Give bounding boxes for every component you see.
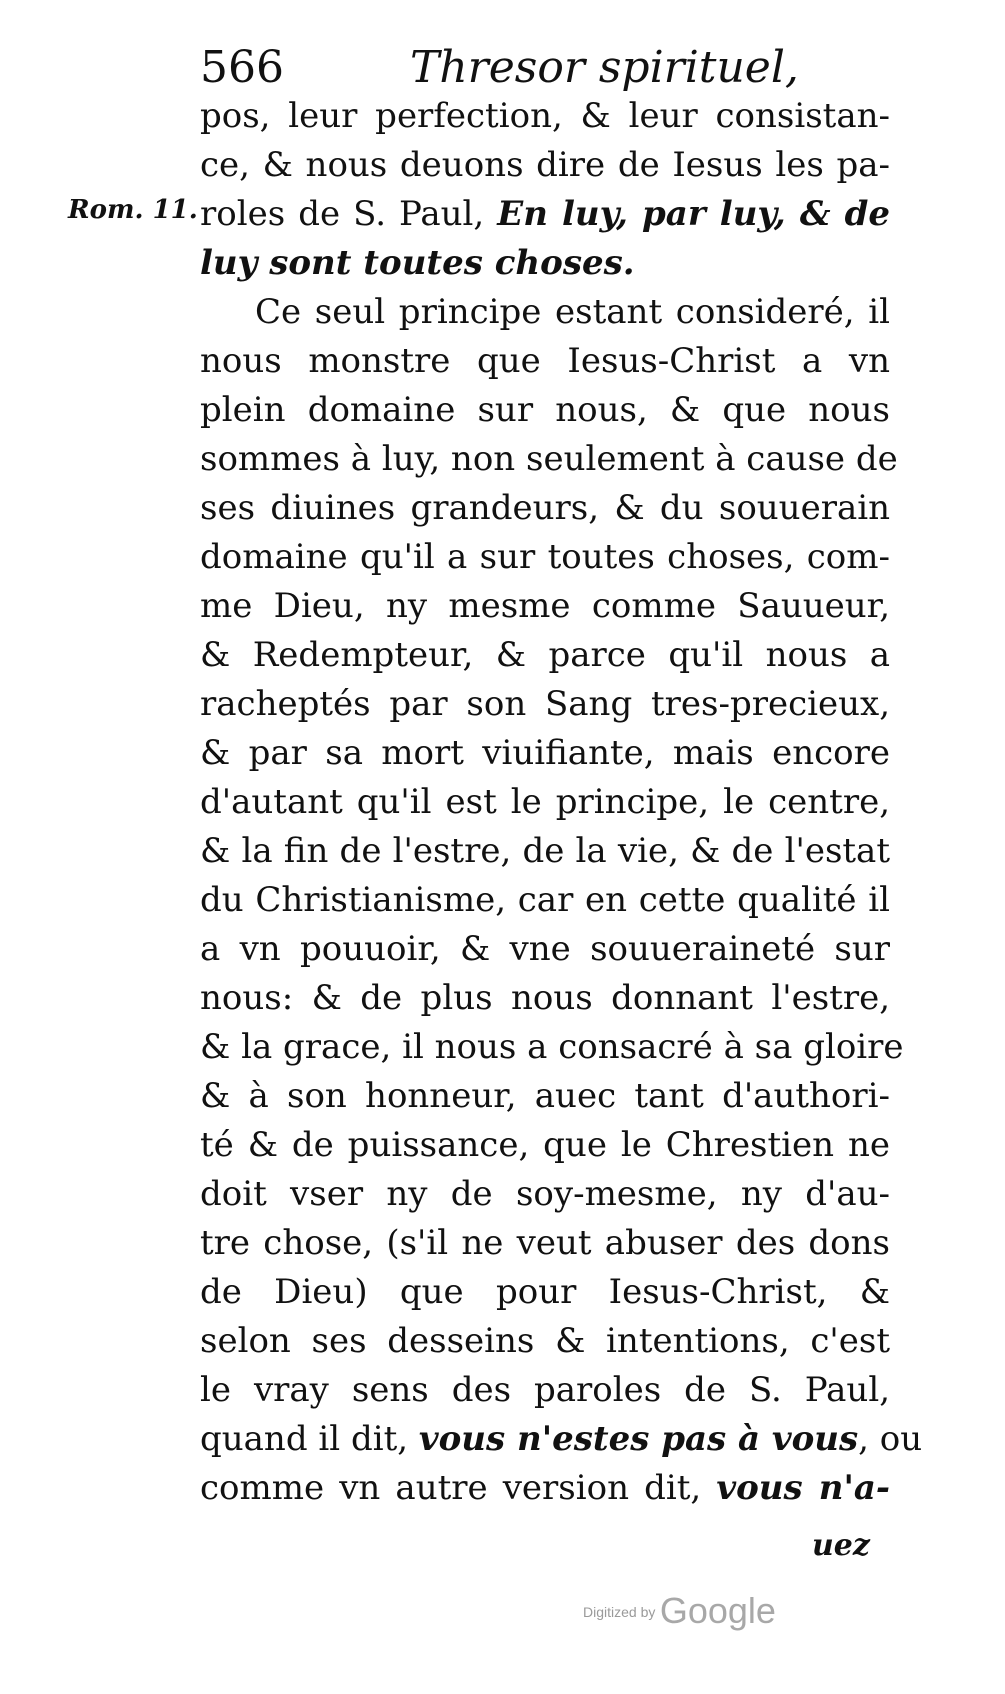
digitized-watermark [583,1590,776,1632]
text-line [200,1415,923,1464]
text-line [200,680,890,729]
text-line [200,1268,890,1317]
text-line [200,1121,890,1170]
text-line [200,92,890,141]
italic-quote: luy sont toutes choses. [200,243,635,283]
digitized-by-text: Digitized by [583,1604,656,1620]
text-line [200,386,890,435]
italic-quote: vous n'estes pas à vous [418,1419,859,1459]
text-run: & par sa mort viuifiante, mais encore [200,733,890,773]
text-line [200,925,890,974]
text-line [200,876,890,925]
text-run: roles de S. Paul, [200,194,498,234]
text-run: du Christianisme, car en cette qualité il [200,880,890,920]
running-title: Thresor spirituel, [410,42,799,93]
italic-quote: En luy, par luy, & de [497,194,890,234]
text-run: doit vser ny de soy-mesme, ny d'au- [200,1174,890,1214]
text-line [200,1366,890,1415]
text-run: té & de puissance, que le Chrestien ne [200,1125,890,1165]
text-line [200,974,890,1023]
text-line [200,729,890,778]
text-run: & Redempteur, & parce qu'il nous a [200,635,890,675]
text-run: & à son honneur, auec tant d'authori- [200,1076,890,1116]
text-run: & la grace, il nous a consacré à sa gloire [200,1027,904,1067]
text-line [200,778,890,827]
text-run: me Dieu, ny mesme comme Sauueur, [200,586,890,626]
text-run: pos, leur perfection, & leur consistan- [200,96,890,136]
text-line [200,1072,890,1121]
text-line [200,582,890,631]
text-run: ses diuines grandeurs, & du souuerain [200,488,890,528]
text-run: domaine qu'il a sur toutes choses, com- [200,537,890,577]
text-line [200,1219,890,1268]
text-line [200,337,890,386]
page-number: 566 [200,42,284,93]
text-run: plein domaine sur nous, & que nous [200,390,890,430]
text-line [200,288,890,337]
text-run: nous monstre que Iesus-Christ a vn [200,341,890,381]
text-line [200,141,890,190]
text-run: Ce seul principe estant consideré, il [255,292,890,332]
text-line [200,1317,890,1366]
text-line [200,1023,904,1072]
italic-quote: vous n'a- [716,1468,891,1508]
margin-note: Rom. 11. [68,195,198,225]
text-run: comme vn autre version dit, [200,1468,717,1508]
text-line [200,631,890,680]
text-run: de Dieu) que pour Iesus-Christ, & [200,1272,890,1312]
text-run: d'autant qu'il est le principe, le centre, [200,782,890,822]
text-run: quand il dit, [200,1419,419,1459]
text-run: ce, & nous deuons dire de Iesus les pa- [200,145,890,185]
catchword: uez [812,1528,870,1563]
text-line [200,1170,890,1219]
text-run: tre chose, (s'il ne veut abuser des dons [200,1223,890,1263]
body-text [200,92,923,1513]
google-logo: Google [659,1590,776,1631]
text-line [200,435,898,484]
text-run: selon ses desseins & intentions, c'est [200,1321,890,1361]
text-line [200,827,890,876]
text-run: le vray sens des paroles de S. Paul, [200,1370,890,1410]
text-run: sommes à luy, non seulement à cause de [200,439,898,479]
text-run: & la fin de l'estre, de la vie, & de l'estat [200,831,890,871]
text-line [200,533,890,582]
text-run: a vn pouuoir, & vne souueraineté sur [200,929,890,969]
text-run: racheptés par son Sang tres-precieux, [200,684,890,724]
text-line [200,484,890,533]
text-line [200,239,890,288]
text-line [200,190,890,239]
text-run: , ou [858,1419,923,1459]
text-run: nous: & de plus nous donnant l'estre, [200,978,890,1018]
text-line [200,1464,890,1513]
